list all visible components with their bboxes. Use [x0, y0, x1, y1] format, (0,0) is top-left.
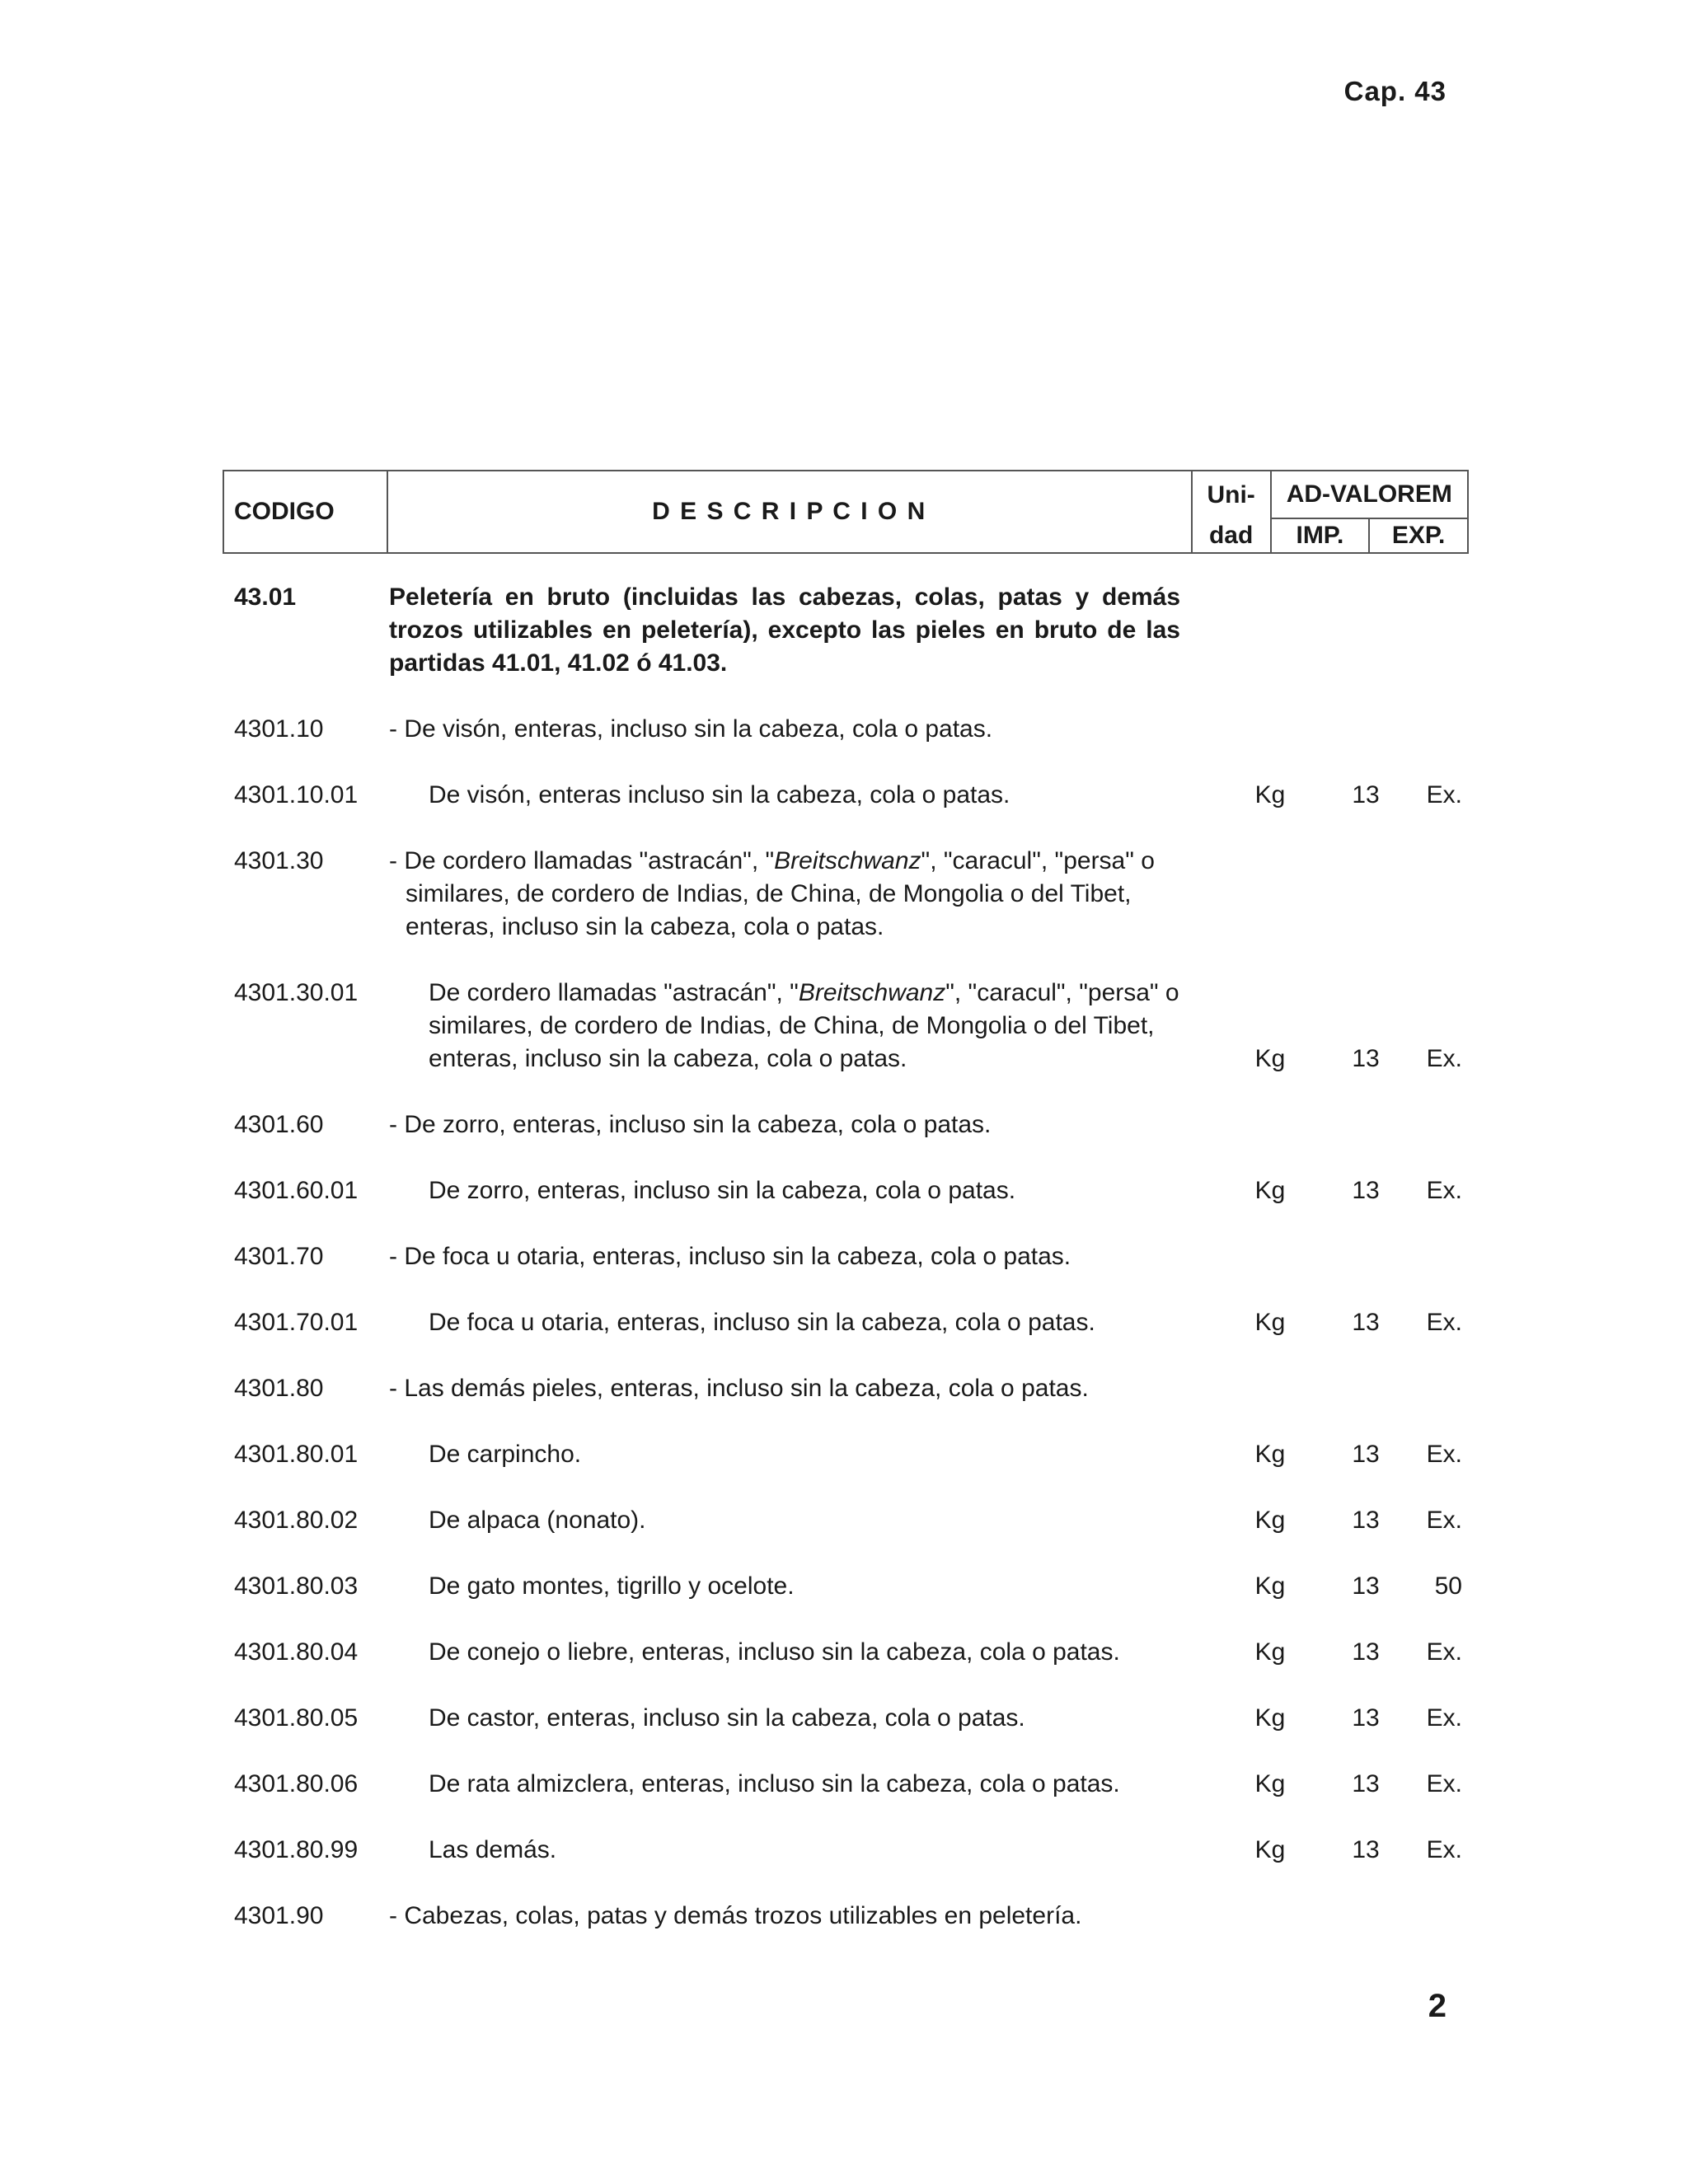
row-code: 4301.70.01	[234, 1309, 359, 1336]
row-unit: Kg	[1254, 1507, 1286, 1534]
row-exp: Ex.	[1426, 781, 1462, 808]
row-exp: Ex.	[1426, 1704, 1462, 1732]
row-exp: Ex.	[1426, 1507, 1462, 1534]
row-description	[389, 845, 1189, 944]
row-description: - De foca u otaria, enteras, incluso sin la cabeza, cola o patas.	[389, 1243, 1071, 1270]
row-exp: Ex.	[1426, 1177, 1462, 1204]
row-description: - De zorro, enteras, incluso sin la cabeza, cola o patas.	[389, 1111, 992, 1138]
row-code: 4301.70	[234, 1243, 324, 1270]
desc-part: ", "caracul", "persa" o similares, de cordero de Indias, de China, de Mongolia o del Tibet, enteras, incluso sin la cabeza, cola o patas.	[429, 979, 1179, 1072]
row-exp: Ex.	[1426, 1309, 1462, 1336]
table-row	[234, 1174, 1462, 1207]
table-row	[234, 1768, 1462, 1801]
table-row	[234, 581, 1462, 680]
row-imp: 13	[1352, 781, 1380, 808]
row-description: De rata almizclera, enteras, incluso sin la cabeza, cola o patas.	[429, 1770, 1120, 1797]
row-description: - Cabezas, colas, patas y demás trozos utilizables en peletería.	[389, 1902, 1082, 1929]
row-code: 4301.80.99	[234, 1836, 359, 1863]
row-unit: Kg	[1254, 1441, 1286, 1468]
row-imp: 13	[1352, 1441, 1380, 1468]
page-number: 2	[1428, 1988, 1447, 2024]
header-imp: IMP.	[1271, 518, 1370, 553]
table-row	[234, 1108, 1462, 1141]
row-code: 4301.80.02	[234, 1507, 359, 1534]
row-description: De castor, enteras, incluso sin la cabeza, cola o patas.	[429, 1704, 1025, 1732]
table-row	[234, 713, 1462, 746]
table-row	[234, 1900, 1462, 1933]
row-imp: 13	[1352, 1507, 1380, 1534]
row-unit: Kg	[1254, 1045, 1286, 1072]
row-description: - Las demás pieles, enteras, incluso sin la cabeza, cola o patas.	[389, 1375, 1089, 1402]
row-unit: Kg	[1254, 1638, 1286, 1666]
row-exp: Ex.	[1426, 1836, 1462, 1863]
row-description: Las demás.	[429, 1836, 557, 1863]
row-unit: Kg	[1254, 1836, 1286, 1863]
row-code: 43.01	[234, 583, 297, 611]
row-exp: Ex.	[1426, 1045, 1462, 1072]
table-row	[234, 779, 1462, 812]
row-imp: 13	[1352, 1045, 1380, 1072]
row-code: 4301.60	[234, 1111, 324, 1138]
header-unidad-bottom: dad	[1192, 518, 1271, 553]
row-code: 4301.30	[234, 847, 324, 874]
row-imp: 13	[1352, 1836, 1380, 1863]
row-imp: 13	[1352, 1704, 1380, 1732]
table-row	[234, 1702, 1462, 1735]
chapter-label: Cap. 43	[1343, 76, 1447, 106]
table-row	[234, 1504, 1462, 1537]
row-code: 4301.90	[234, 1902, 324, 1929]
row-description: Peletería en bruto (incluidas las cabezas, colas, patas y demás trozos utilizables en peletería), excepto las pieles en bruto de las partidas 41.01, 41.02 ó 41.03.	[389, 583, 1180, 677]
row-code: 4301.60.01	[234, 1177, 359, 1204]
table-row	[234, 1240, 1462, 1273]
header-descripcion: D E S C R I P C I O N	[387, 471, 1192, 553]
row-code: 4301.80.05	[234, 1704, 359, 1732]
row-exp: Ex.	[1426, 1638, 1462, 1666]
row-code: 4301.80.01	[234, 1441, 359, 1468]
row-unit: Kg	[1254, 1572, 1286, 1600]
row-description: De carpincho.	[429, 1441, 582, 1468]
row-unit: Kg	[1254, 1704, 1286, 1732]
row-description: De foca u otaria, enteras, incluso sin la cabeza, cola o patas.	[429, 1309, 1095, 1336]
row-description: - De visón, enteras, incluso sin la cabeza, cola o patas.	[389, 715, 993, 743]
row-imp: 13	[1352, 1572, 1380, 1600]
row-imp: 13	[1352, 1309, 1380, 1336]
row-unit: Kg	[1254, 781, 1286, 808]
row-exp: 50	[1434, 1572, 1462, 1600]
row-description: De zorro, enteras, incluso sin la cabeza, cola o patas.	[429, 1177, 1016, 1204]
header-exp: EXP.	[1369, 518, 1468, 553]
table-row	[234, 977, 1462, 1076]
row-description: De alpaca (nonato).	[429, 1507, 646, 1534]
row-description: De visón, enteras incluso sin la cabeza, cola o patas.	[429, 781, 1010, 808]
row-code: 4301.80.04	[234, 1638, 359, 1666]
row-code: 4301.80.03	[234, 1572, 359, 1600]
tariff-header-table	[223, 470, 1469, 554]
desc-part: - De cordero llamadas "astracán", "	[389, 847, 775, 874]
header-unidad-top: Uni-	[1192, 471, 1271, 518]
row-code: 4301.10	[234, 715, 324, 743]
row-code: 4301.10.01	[234, 781, 359, 808]
desc-emphasis: Breitschwanz	[798, 979, 946, 1006]
desc-emphasis: Breitschwanz	[774, 847, 921, 874]
header-advalorem: AD-VALOREM	[1271, 471, 1468, 518]
row-exp: Ex.	[1426, 1441, 1462, 1468]
row-exp: Ex.	[1426, 1770, 1462, 1797]
table-row	[234, 845, 1462, 944]
desc-part: ", "caracul", "persa" o similares, de cordero de Indias, de China, de Mongolia o del Tibet, enteras, incluso sin la cabeza, cola o patas.	[406, 847, 1155, 940]
row-description: De conejo o liebre, enteras, incluso sin la cabeza, cola o patas.	[429, 1638, 1120, 1666]
row-description	[429, 977, 1187, 1076]
table-row	[234, 1306, 1462, 1339]
table-row	[234, 1372, 1462, 1405]
row-description: De gato montes, tigrillo y ocelote.	[429, 1572, 795, 1600]
header-codigo: CODIGO	[223, 471, 387, 553]
row-code: 4301.80.06	[234, 1770, 359, 1797]
row-imp: 13	[1352, 1177, 1380, 1204]
table-row	[234, 1438, 1462, 1471]
row-unit: Kg	[1254, 1177, 1286, 1204]
table-row	[234, 1834, 1462, 1867]
row-code: 4301.30.01	[234, 979, 359, 1006]
row-imp: 13	[1352, 1638, 1380, 1666]
table-row	[234, 1636, 1462, 1669]
row-unit: Kg	[1254, 1770, 1286, 1797]
row-imp: 13	[1352, 1770, 1380, 1797]
tariff-rows	[234, 581, 1462, 1966]
table-row	[234, 1570, 1462, 1603]
desc-part: De cordero llamadas "astracán", "	[429, 979, 799, 1006]
row-code: 4301.80	[234, 1375, 324, 1402]
row-unit: Kg	[1254, 1309, 1286, 1336]
